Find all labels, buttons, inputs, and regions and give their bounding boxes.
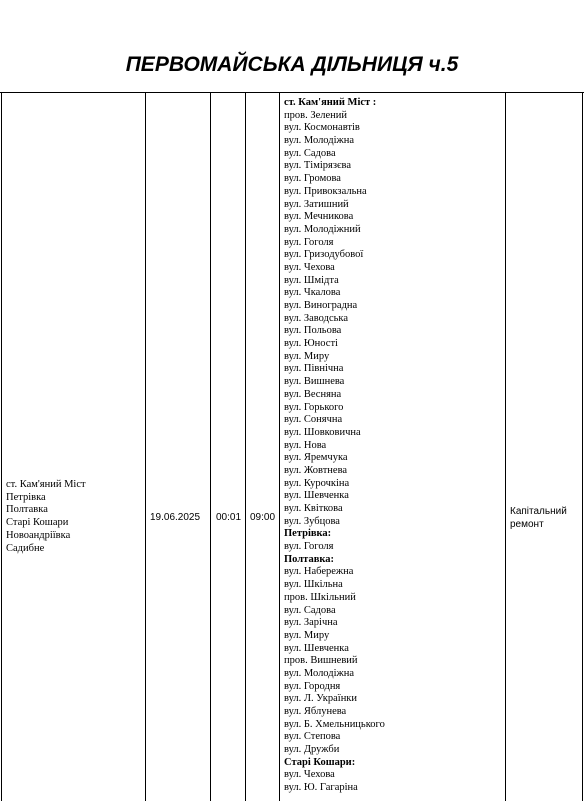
street-name: вул. Юності — [284, 338, 338, 350]
street-name: вул. Затишний — [284, 198, 349, 210]
street-name: вул. Горького — [284, 401, 344, 413]
street-name: вул. Зубцова — [284, 515, 340, 527]
street-name: вул. Вишнева — [284, 376, 345, 388]
street-name: вул. Виноградна — [284, 300, 358, 311]
column-divider — [145, 93, 146, 801]
streets-cell — [284, 97, 385, 795]
column-divider — [245, 93, 246, 801]
street-name: вул. Городня — [284, 680, 341, 692]
street-name: вул. Сонячна — [284, 414, 343, 426]
street-name: вул. Північна — [284, 363, 344, 375]
street-name: вул. Шевченка — [284, 490, 349, 502]
page-title: ПЕРВОМАЙСЬКА ДІЛЬНИЦЯ ч.5 — [125, 53, 459, 76]
outage-time-to: 09:00 — [250, 512, 276, 523]
settlement-name: Петрівка — [6, 491, 46, 503]
street-group-heading: Полтавка: — [284, 553, 335, 565]
street-name: вул. Громова — [284, 173, 341, 185]
street-name: вул. Миру — [284, 629, 330, 641]
street-name: вул. Степова — [284, 731, 341, 743]
outage-reason — [510, 505, 580, 531]
reason-line: Капітальний — [510, 506, 567, 517]
street-name: вул. Зарічна — [284, 617, 338, 629]
street-name: вул. Нова — [284, 439, 327, 451]
street-name: вул. Молодіжний — [284, 223, 361, 235]
settlement-name: Старі Кошари — [6, 517, 69, 529]
street-name: вул. Жовтнева — [284, 464, 348, 476]
street-name: вул. Дружби — [284, 744, 340, 756]
street-name: вул. Миру — [284, 350, 330, 362]
street-name: вул. Шовковична — [284, 426, 361, 438]
street-name: вул. Шкільна — [284, 579, 343, 591]
street-name: вул. Мечникова — [284, 211, 354, 223]
street-name: вул. Гоголя — [284, 541, 334, 553]
street-name: вул. Курочкіна — [284, 477, 350, 489]
street-name: вул. Чехова — [284, 769, 335, 781]
street-name: вул. Космонавтів — [284, 122, 360, 134]
settlement-name: Полтавка — [6, 504, 48, 516]
street-name: вул. Молодіжна — [284, 135, 355, 147]
settlements-cell — [6, 479, 86, 555]
street-group-heading: Старі Кошари: — [284, 756, 356, 768]
table-border-left — [1, 93, 2, 801]
street-group-heading: Петрівка: — [284, 528, 332, 540]
column-divider — [210, 93, 211, 801]
column-divider — [505, 93, 506, 801]
street-name: вул. Набережна — [284, 566, 354, 578]
reason-line: ремонт — [510, 519, 544, 530]
street-name: вул. Привокзальна — [284, 185, 367, 197]
street-name: вул. Гоголя — [284, 236, 334, 248]
street-name: вул. Весняна — [284, 388, 342, 400]
street-name: вул. Садова — [284, 604, 336, 616]
street-name: вул. Л. Українки — [284, 693, 358, 705]
street-name: вул. Польова — [284, 325, 342, 337]
street-name: вул. Молодіжна — [284, 667, 355, 679]
street-name: вул. Яблунева — [284, 706, 347, 717]
street-name: пров. Вишневий — [284, 655, 358, 667]
column-divider — [279, 93, 280, 801]
outage-table — [0, 92, 584, 801]
outage-time-from: 00:01 — [216, 512, 242, 523]
street-name: пров. Шкільний — [284, 591, 356, 603]
street-group-heading: ст. Кам'яний Міст : — [284, 97, 377, 108]
outage-date: 19.06.2025 — [150, 512, 201, 523]
table-border-right — [582, 93, 583, 801]
street-name: вул. Шевченка — [284, 642, 349, 654]
settlement-name: Садибне — [6, 542, 45, 554]
street-name: вул. Заводська — [284, 312, 349, 324]
street-name: вул. Ю. Гагаріна — [284, 782, 358, 794]
street-name: вул. Тімірязєва — [284, 160, 351, 172]
street-name: вул. Чкалова — [284, 287, 341, 299]
street-name: вул. Гризодубової — [284, 249, 364, 261]
street-name: вул. Яремчука — [284, 452, 348, 464]
street-name: вул. Садова — [284, 147, 336, 159]
settlement-name: Новоандріївка — [6, 529, 71, 541]
street-name: вул. Б. Хмельницького — [284, 718, 385, 730]
street-name: вул. Квіткова — [284, 503, 343, 514]
street-name: вул. Чехова — [284, 261, 335, 273]
settlement-name: ст. Кам'яний Міст — [6, 479, 86, 490]
street-name: вул. Шмідта — [284, 274, 339, 286]
street-name: пров. Зелений — [284, 109, 348, 121]
